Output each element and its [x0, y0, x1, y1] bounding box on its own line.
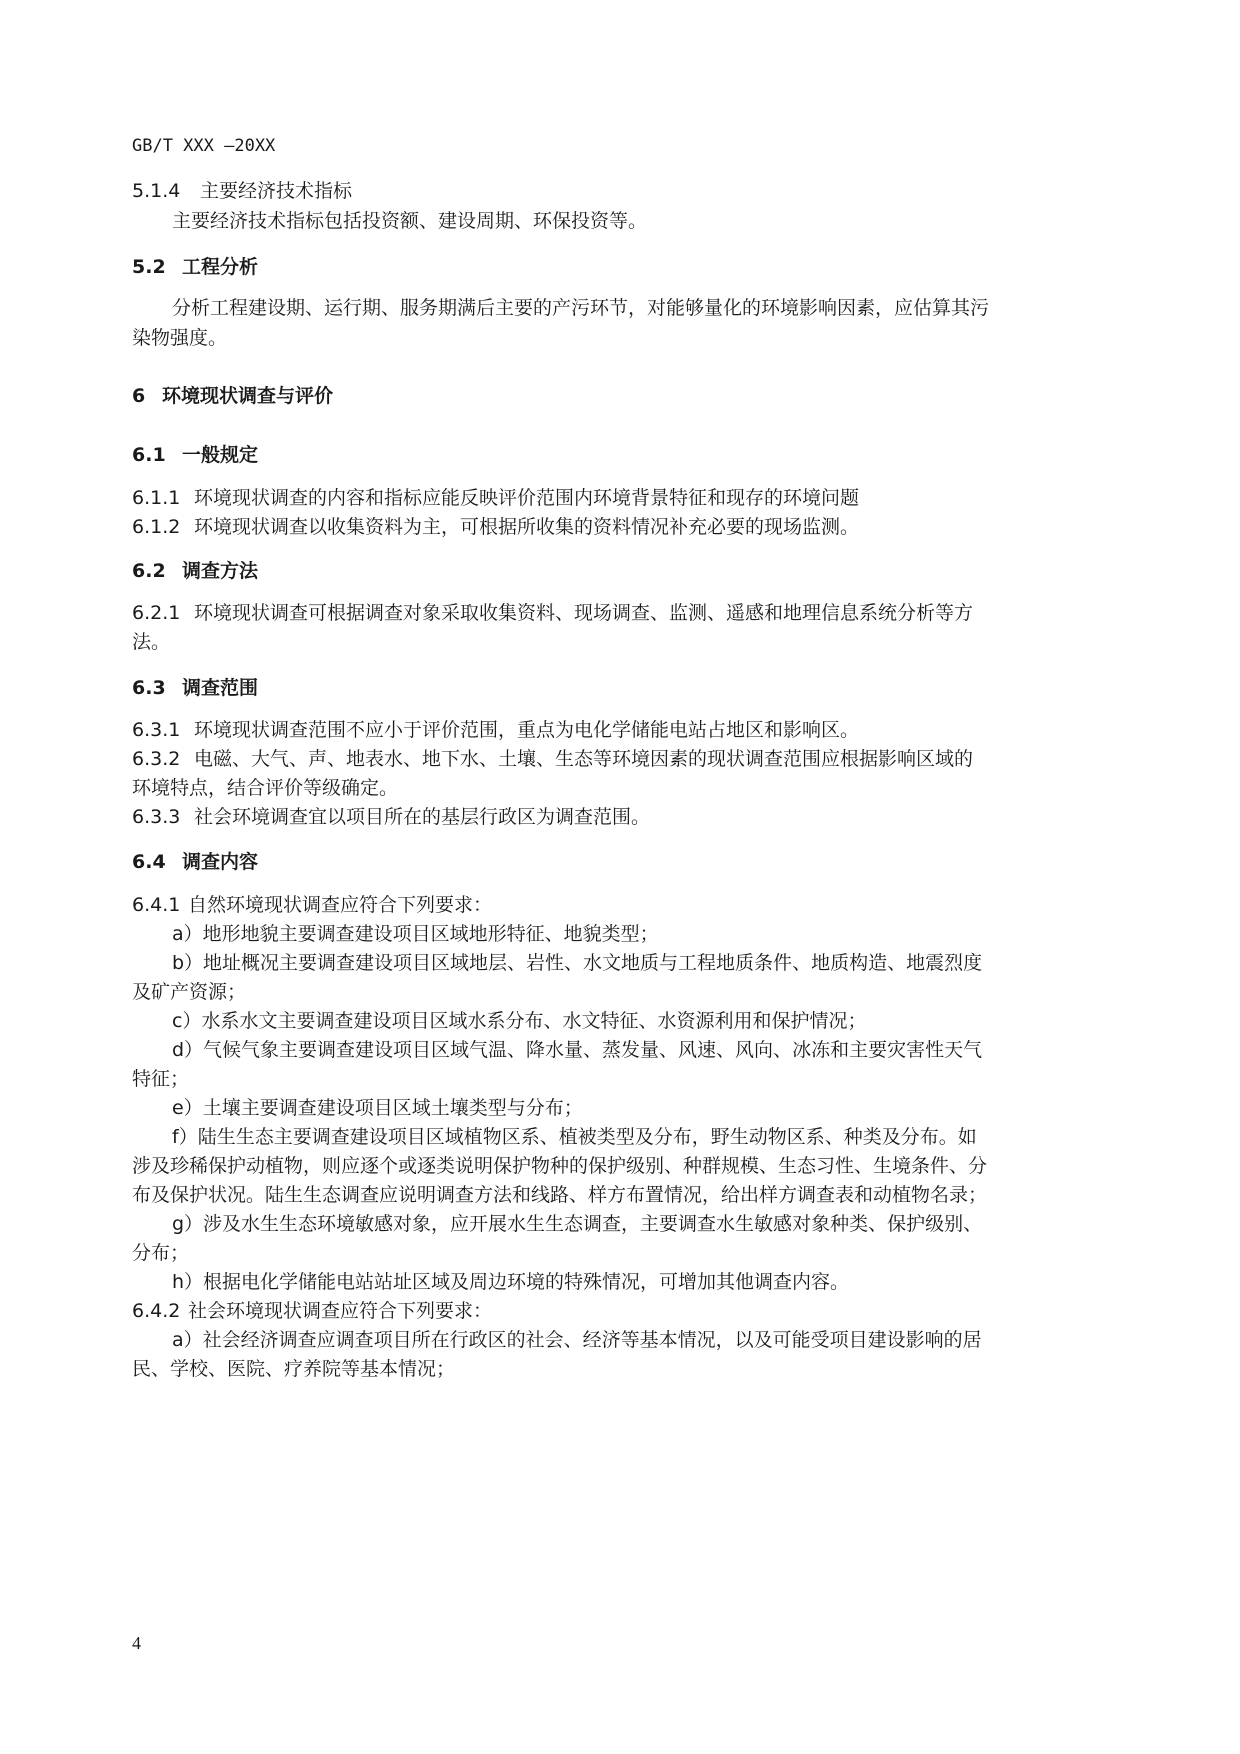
- list-item: a）社会经济调查应调查项目所在行政区的社会、经济等基本情况，以及可能受项目建设影响的居: [172, 1329, 982, 1351]
- section-heading: [132, 562, 258, 581]
- list-item: e）土壤主要调查建设项目区域土壤类型与分布；: [172, 1097, 583, 1119]
- section-number: 6.3: [132, 677, 166, 699]
- clause-number: 6.4.1: [132, 894, 181, 916]
- section-heading: [132, 258, 258, 277]
- list-item-continuation: 特征；: [132, 1068, 190, 1090]
- list-item: d）气候气象主要调查建设项目区域气温、降水量、蒸发量、风速、风向、冰冻和主要灾害性天气: [172, 1039, 983, 1061]
- chapter-number: 6: [132, 385, 146, 407]
- section-title: 调查内容: [182, 851, 259, 873]
- clause-text: 社会环境现状调查应符合下列要求：: [188, 1300, 493, 1322]
- list-item: a）地形地貌主要调查建设项目区域地形特征、地貌类型；: [172, 923, 659, 945]
- paragraph-line: 环境特点，结合评价等级确定。: [132, 777, 399, 799]
- paragraph-line: 染物强度。: [132, 327, 228, 349]
- clause-number: 6.3.1: [132, 719, 181, 741]
- clause-text: 环境现状调查的内容和指标应能反映评价范围内环境背景特征和现存的环境问题: [194, 487, 860, 509]
- clause-number: 5.1.4: [132, 180, 181, 202]
- chapter-title: 环境现状调查与评价: [162, 385, 334, 407]
- clause-line: [132, 604, 973, 623]
- section-number: 5.2: [132, 256, 166, 278]
- clause-text: 自然环境现状调查应符合下列要求：: [188, 894, 493, 916]
- clause-number: 6.3.2: [132, 748, 181, 770]
- clause-number: 6.3.3: [132, 806, 181, 828]
- clause-line: [132, 750, 973, 769]
- list-item: g）涉及水生生态环境敏感对象，应开展水生生态调查，主要调查水生敏感对象种类、保护级别、: [172, 1213, 983, 1235]
- chapter-heading: [132, 387, 333, 406]
- clause-text: 电磁、大气、声、地表水、地下水、土壤、生态等环境因素的现状调查范围应根据影响区域的: [194, 748, 974, 770]
- clause-line: [132, 721, 859, 740]
- clause-line: [132, 518, 859, 537]
- clause-title: 主要经济技术指标: [200, 180, 353, 202]
- list-item: h）根据电化学储能电站站址区域及周边环境的特殊情况，可增加其他调查内容。: [172, 1271, 850, 1293]
- section-heading: [132, 679, 258, 698]
- list-item: b）地址概况主要调查建设项目区域地层、岩性、水文地质与工程地质条件、地质构造、地震烈度: [172, 952, 983, 974]
- list-item-continuation: 分布；: [132, 1242, 190, 1264]
- section-heading: [132, 446, 258, 465]
- standard-code-header: GB/T XXX —20XX: [132, 136, 276, 156]
- clause-text: 社会环境调查宜以项目所在的基层行政区为调查范围。: [194, 806, 651, 828]
- clause-number: 6.1.2: [132, 516, 181, 538]
- clause-line: [132, 896, 492, 915]
- paragraph-line: 主要经济技术指标包括投资额、建设周期、环保投资等。: [172, 210, 648, 232]
- list-item: c）水系水文主要调查建设项目区域水系分布、水文特征、水资源利用和保护情况；: [172, 1010, 867, 1032]
- list-item: f）陆生生态主要调查建设项目区域植物区系、植被类型及分布，野生动物区系、种类及分布。如: [172, 1126, 977, 1148]
- section-heading: [132, 853, 258, 872]
- clause-text: 环境现状调查以收集资料为主，可根据所收集的资料情况补充必要的现场监测。: [194, 516, 860, 538]
- paragraph-line: 法。: [132, 631, 171, 653]
- list-item-continuation: 及矿产资源；: [132, 981, 247, 1003]
- section-number: 6.1: [132, 444, 166, 466]
- clause-heading: [132, 182, 352, 201]
- clause-line: [132, 489, 859, 508]
- clause-number: 6.2.1: [132, 602, 181, 624]
- clause-line: [132, 808, 650, 827]
- section-number: 6.2: [132, 560, 166, 582]
- clause-number: 6.4.2: [132, 1300, 181, 1322]
- list-item-continuation: 布及保护状况。陆生生态调查应说明调查方法和线路、样方布置情况，给出样方调查表和动植物名录；: [132, 1184, 988, 1206]
- section-title: 调查范围: [182, 677, 259, 699]
- paragraph-line: 分析工程建设期、运行期、服务期满后主要的产污环节，对能够量化的环境影响因素，应估算其污: [172, 297, 990, 319]
- list-item-continuation: 民、学校、医院、疗养院等基本情况；: [132, 1358, 456, 1380]
- section-title: 工程分析: [182, 256, 259, 278]
- page-number: 4: [132, 1633, 141, 1653]
- clause-line: [132, 1302, 492, 1321]
- list-item-continuation: 涉及珍稀保护动植物，则应逐个或逐类说明保护物种的保护级别、种群规模、生态习性、生境条件、分: [132, 1155, 988, 1177]
- section-number: 6.4: [132, 851, 166, 873]
- clause-text: 环境现状调查可根据调查对象采取收集资料、现场调查、监测、遥感和地理信息系统分析等方: [194, 602, 974, 624]
- section-title: 一般规定: [182, 444, 259, 466]
- clause-text: 环境现状调查范围不应小于评价范围，重点为电化学储能电站占地区和影响区。: [194, 719, 860, 741]
- section-title: 调查方法: [182, 560, 259, 582]
- clause-number: 6.1.1: [132, 487, 181, 509]
